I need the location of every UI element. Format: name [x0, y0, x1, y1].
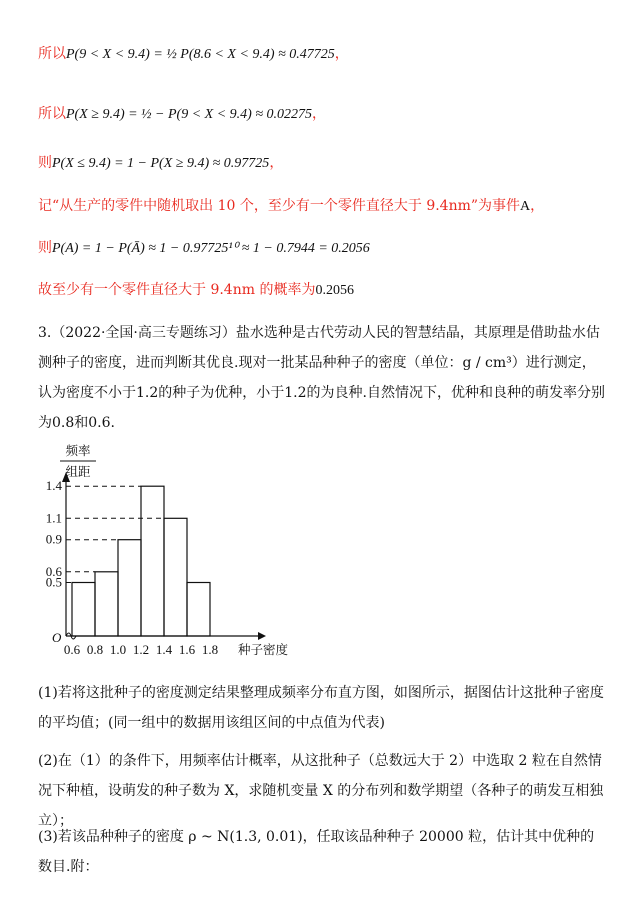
y-axis-label-denominator: 组距 — [65, 464, 91, 479]
histogram-bar — [164, 518, 187, 636]
solution-line-5 — [38, 238, 370, 259]
question-2: (2)在（1）的条件下，用频率估计概率，从这批种子（总数远大于 2）中选取 2 粒在自然情况下种植，设萌发的种子数为 X，求随机变量 X 的分布列和数学期望（各种子的萌发互相独立）； — [38, 753, 604, 829]
solution-prefix: 故至少有一个零件直径大于 9.4nm 的概率为 — [38, 282, 316, 298]
solution-line-1 — [38, 44, 349, 65]
y-tick-label: 1.4 — [45, 478, 62, 494]
x-tick-label: 0.8 — [86, 642, 104, 657]
x-axis-label: 种子密度 — [238, 642, 289, 657]
solution-prefix: 则 — [38, 240, 52, 256]
x-tick-label: 1.4 — [155, 642, 173, 657]
histogram-bar — [72, 583, 95, 637]
solution-formula: P(X ≥ 9.4) = ½ − P(9 < X < 9.4) ≈ 0.02275 — [66, 107, 313, 122]
y-tick-label: 0.6 — [45, 563, 62, 579]
histogram-bar — [118, 540, 141, 636]
solution-prefix: 则 — [38, 155, 52, 171]
solution-line-3 — [38, 153, 283, 174]
solution-formula: P(9 < X < 9.4) = ½ P(8.6 < X < 9.4) ≈ 0.47725 — [66, 47, 335, 62]
question-1: (1)若将这批种子的密度测定结果整理成频率分布直方图，如图所示，据图估计这批种子密度的平均值；(同一组中的数据用该组区间的中点值为代表) — [38, 685, 604, 731]
solution-formula: P(A) = 1 − P(Ā) ≈ 1 − 0.97725¹⁰ ≈ 1 − 0.7944 = 0.2056 — [52, 241, 370, 256]
histogram-bar — [95, 572, 118, 636]
solution-suffix: ， — [269, 155, 284, 171]
x-axis-arrow — [258, 632, 266, 640]
x-tick-label: 1.2 — [132, 642, 150, 657]
solution-prefix: 所以 — [38, 46, 66, 62]
solution-prefix: 记“从生产的零件中随机取出 10 个，至少有一个零件直径大于 9.4nm”为事件 — [38, 198, 521, 214]
solution-line-6 — [38, 280, 354, 301]
x-tick-label: 1.8 — [201, 642, 219, 657]
density-histogram — [30, 440, 310, 670]
problem-text: 盐水选种是古代劳动人民的智慧结晶，其原理是借助盐水估测种子的密度，进而判断其优良.现对一批某品种种子的密度（单位：g / cm³）进行测定，认为密度不小于1.2的种子为优种，小于1.2的为良种.自然情况下，优种和良种的萌发率分别为0.8和0.6. — [38, 325, 605, 431]
histogram-bar — [141, 486, 164, 636]
histogram-labels — [46, 443, 289, 657]
origin-label: O — [52, 630, 62, 645]
y-tick-label: 1.1 — [45, 510, 62, 526]
solution-line-4 — [38, 196, 544, 217]
solution-prefix: 所以 — [38, 106, 66, 122]
y-tick-label: 0.5 — [45, 574, 62, 590]
solution-suffix: ， — [312, 106, 327, 122]
solution-line-2 — [38, 104, 326, 125]
x-tick-label: 0.6 — [63, 642, 81, 657]
problem-number-source: 3.（2022·全国·高三专题练习） — [38, 325, 236, 341]
histogram-bars — [72, 486, 210, 636]
solution-suffix: ， — [334, 46, 349, 62]
histogram-bar — [187, 583, 210, 637]
x-tick-label: 1.6 — [178, 642, 196, 657]
x-tick-label: 1.0 — [109, 642, 127, 657]
solution-formula: 0.2056 — [315, 283, 354, 298]
y-tick-label: 0.9 — [45, 531, 62, 547]
solution-formula: P(X ≤ 9.4) = 1 − P(X ≥ 9.4) ≈ 0.97725 — [52, 156, 270, 171]
y-axis-label-numerator: 频率 — [65, 443, 91, 458]
solution-suffix: ， — [530, 198, 545, 214]
question-3: (3)若该品种种子的密度 ρ ~ N(1.3, 0.01)，任取该品种种子 20000 粒，估计其中优种的数目.附： — [38, 829, 595, 875]
problem-statement — [38, 318, 606, 438]
solution-formula: A — [520, 199, 531, 214]
